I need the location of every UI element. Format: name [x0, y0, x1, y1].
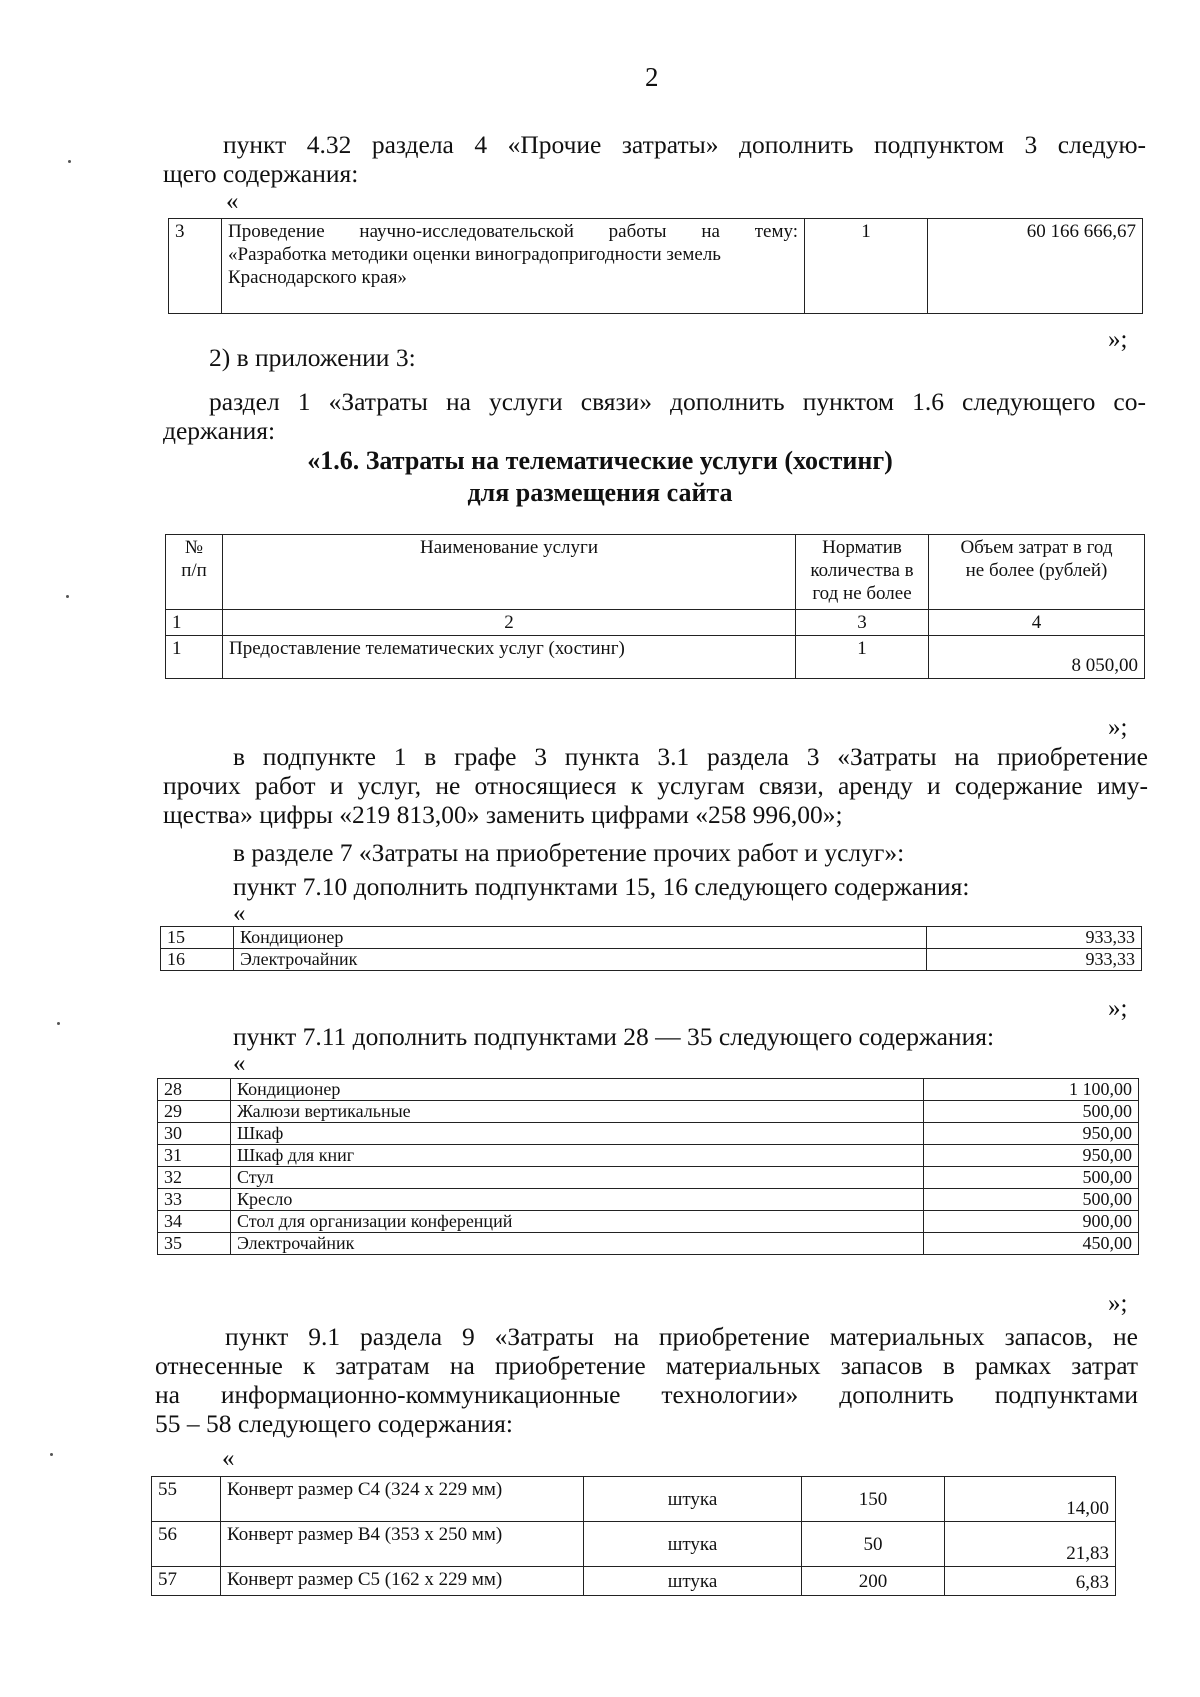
scan-speck	[57, 1022, 60, 1025]
text-line: в подпункте 1 в графе 3 пункта 3.1 раздела 3 «Затраты на приобретение	[233, 742, 1148, 771]
index-cell: 3	[796, 610, 929, 636]
cell-price: 21,83	[945, 1522, 1116, 1567]
cell-unit: штука	[584, 1477, 802, 1522]
cell-qty: 50	[802, 1522, 945, 1567]
cell-amount: 1 100,00	[924, 1079, 1139, 1101]
header-num	[166, 535, 223, 610]
text-line: 55 – 58 следующего содержания:	[155, 1409, 513, 1438]
cell-name: Предоставление телематических услуг (хостинг)	[223, 636, 796, 679]
open-quote: «	[233, 1050, 246, 1077]
cell-num: 35	[158, 1233, 231, 1255]
cell-name: Жалюзи вертикальные	[231, 1101, 924, 1123]
cell-unit: штука	[584, 1567, 802, 1596]
cell-amount: 933,33	[927, 927, 1142, 949]
index-cell: 4	[929, 610, 1145, 636]
header-cost	[929, 535, 1145, 610]
table-row	[166, 636, 1145, 679]
paragraph-p4-32	[163, 130, 1146, 188]
scan-speck	[66, 595, 69, 598]
cell-num: 15	[161, 927, 234, 949]
cell-name: Кресло	[231, 1189, 924, 1211]
cell-amount: 900,00	[924, 1211, 1139, 1233]
table-p7-10	[160, 926, 1142, 971]
open-quote: «	[226, 188, 239, 215]
paragraph-p9-1	[155, 1322, 1138, 1438]
index-cell: 2	[223, 610, 796, 636]
cell-name: Кондиционер	[231, 1079, 924, 1101]
table-row	[158, 1211, 1139, 1233]
cell-unit: штука	[584, 1522, 802, 1567]
heading-line: «1.6. Затраты на телематические услуги (хостинг)	[307, 446, 893, 475]
cell-num: 34	[158, 1211, 231, 1233]
text-line: «Разработка методики оценки виноградопригодности земель	[228, 244, 721, 265]
cell-name	[222, 219, 805, 314]
cell-amount: 950,00	[924, 1123, 1139, 1145]
table-row	[152, 1522, 1116, 1567]
text-line: раздел 1 «Затраты на услуги связи» дополнить пунктом 1.6 следующего со-	[209, 387, 1146, 416]
table-row	[158, 1145, 1139, 1167]
paragraph-p7-10: пункт 7.10 дополнить подпунктами 15, 16 следующего содержания:	[233, 872, 970, 901]
heading-line: для размещения сайта	[467, 478, 733, 507]
paragraph-section7: в разделе 7 «Затраты на приобретение прочих работ и услуг»:	[233, 838, 905, 867]
cell-num: 29	[158, 1101, 231, 1123]
paragraph-section1	[163, 387, 1146, 445]
cell-price: 6,83	[945, 1567, 1116, 1596]
text-line: Краснодарского края»	[228, 267, 407, 288]
index-cell: 1	[166, 610, 223, 636]
cell-num: 31	[158, 1145, 231, 1167]
table-row	[161, 927, 1142, 949]
open-quote: «	[233, 900, 246, 927]
table-index-row	[166, 610, 1145, 636]
header-text: год не более	[812, 583, 912, 604]
cell-num: 33	[158, 1189, 231, 1211]
table-row	[158, 1079, 1139, 1101]
cell-num: 30	[158, 1123, 231, 1145]
cell-num: 1	[166, 636, 223, 679]
header-text: не более (рублей)	[965, 560, 1108, 581]
cell-name: Конверт размер В4 (353 х 250 мм)	[221, 1522, 584, 1567]
table-envelopes	[151, 1476, 1116, 1596]
text-line: пункт 9.1 раздела 9 «Затраты на приобретение материальных запасов, не	[225, 1322, 1138, 1351]
cell-name: Конверт размер С5 (162 х 229 мм)	[221, 1567, 584, 1596]
table-research	[168, 218, 1143, 314]
table-row	[152, 1567, 1116, 1596]
cell-amount: 950,00	[924, 1145, 1139, 1167]
text-line: отнесенные к затратам на приобретение материальных запасов в рамках затрат	[155, 1351, 1138, 1380]
close-quote: »;	[1108, 714, 1128, 741]
table-row	[158, 1189, 1139, 1211]
cell-num: 32	[158, 1167, 231, 1189]
cell-name: Стол для организации конференций	[231, 1211, 924, 1233]
scan-speck	[50, 1453, 53, 1456]
cell-qty: 1	[796, 636, 929, 679]
text-line: Проведение научно-исследовательской работы на тему:	[228, 221, 798, 242]
text-line: пункт 4.32 раздела 4 «Прочие затраты» дополнить подпунктом 3 следую-	[223, 130, 1146, 159]
cell-amount: 8 050,00	[929, 636, 1145, 679]
table-row	[158, 1123, 1139, 1145]
cell-amount: 500,00	[924, 1101, 1139, 1123]
cell-name: Стул	[231, 1167, 924, 1189]
cell-amount: 450,00	[924, 1233, 1139, 1255]
cell-amount: 500,00	[924, 1189, 1139, 1211]
cell-amount: 60 166 666,67	[928, 219, 1143, 314]
table-row	[158, 1101, 1139, 1123]
paragraph-appendix3: 2) в приложении 3:	[209, 343, 416, 372]
page-number: 2	[645, 62, 659, 92]
cell-price: 14,00	[945, 1477, 1116, 1522]
table-row	[158, 1167, 1139, 1189]
cell-amount: 933,33	[927, 949, 1142, 971]
header-text: Объем затрат в год	[960, 537, 1113, 558]
table-row	[161, 949, 1142, 971]
cell-name: Шкаф	[231, 1123, 924, 1145]
table-hosting	[165, 534, 1145, 679]
text-line: держания:	[163, 416, 276, 445]
table-row	[169, 219, 1143, 314]
text-line: щества» цифры «219 813,00» заменить цифрами «258 996,00»;	[163, 800, 843, 829]
cell-name: Конверт размер С4 (324 х 229 мм)	[221, 1477, 584, 1522]
text-line: щего содержания:	[163, 159, 359, 188]
cell-num: 57	[152, 1567, 221, 1596]
open-quote: «	[222, 1445, 235, 1472]
cell-name: Шкаф для книг	[231, 1145, 924, 1167]
cell-qty: 200	[802, 1567, 945, 1596]
cell-name: Кондиционер	[234, 927, 927, 949]
header-text: п/п	[181, 560, 207, 581]
cell-amount: 500,00	[924, 1167, 1139, 1189]
cell-name: Электрочайник	[234, 949, 927, 971]
table-header-row	[166, 535, 1145, 610]
paragraph-subpoint1	[163, 742, 1148, 829]
cell-num: 16	[161, 949, 234, 971]
close-quote: »;	[1108, 1290, 1128, 1317]
scan-speck	[68, 160, 71, 163]
text-line: прочих работ и услуг, не относящиеся к услугам связи, аренду и содержание иму-	[163, 771, 1148, 800]
section-heading	[0, 445, 1200, 509]
header-text: количества в	[810, 560, 914, 581]
header-name: Наименование услуги	[223, 535, 796, 610]
close-quote: »;	[1108, 995, 1128, 1022]
cell-num: 3	[169, 219, 222, 314]
table-row	[158, 1233, 1139, 1255]
header-norm	[796, 535, 929, 610]
close-quote: »;	[1108, 326, 1128, 353]
cell-qty: 1	[805, 219, 928, 314]
header-text: №	[184, 537, 204, 558]
cell-name: Электрочайник	[231, 1233, 924, 1255]
cell-num: 28	[158, 1079, 231, 1101]
paragraph-p7-11: пункт 7.11 дополнить подпунктами 28 — 35 следующего содержания:	[233, 1022, 995, 1051]
table-p7-11	[157, 1078, 1139, 1255]
cell-num: 55	[152, 1477, 221, 1522]
header-text: Норматив	[822, 537, 902, 558]
text-line: на информационно-коммуникационные технологии» дополнить подпунктами	[155, 1380, 1138, 1409]
cell-num: 56	[152, 1522, 221, 1567]
table-row	[152, 1477, 1116, 1522]
cell-qty: 150	[802, 1477, 945, 1522]
